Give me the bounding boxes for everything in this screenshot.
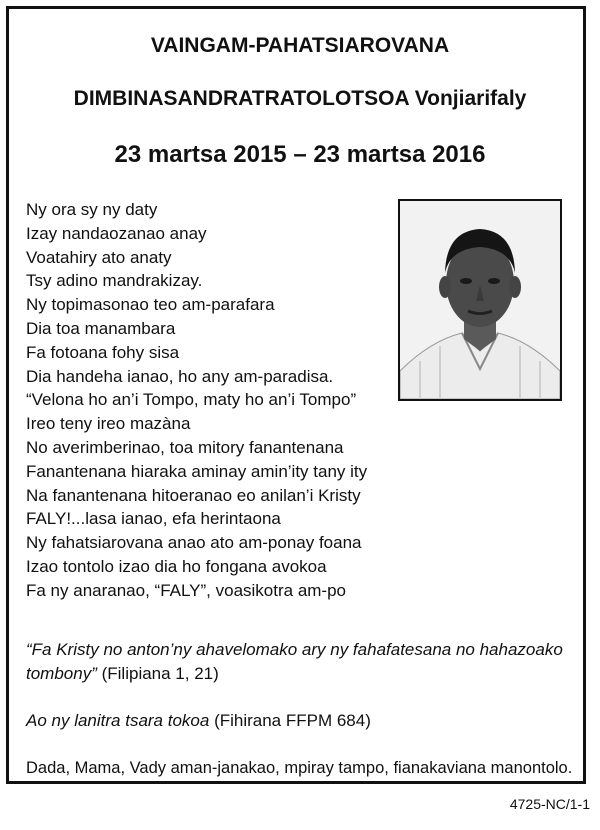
notice-title: VAINGAM-PAHATSIAROVANA [150, 34, 450, 57]
poem-line: Dia handeha ianao, ho any am-paradisa. [26, 366, 334, 386]
poem-line: Ny ora sy ny daty [26, 200, 158, 219]
poem-line: Ny topimasonao teo am-parafara [26, 295, 275, 315]
date-range: 23 martsa 2015 – 23 martsa 2016 [114, 141, 486, 168]
poem-line: Tsy adino mandrakizay. [26, 271, 203, 291]
reference-code: 4725-NC/1-1 [509, 796, 590, 812]
poem-line: Fanantenana hiaraka aminay amin’ity tany ity [26, 461, 368, 481]
hymn-verse-reference: (Fihirana FFPM 684) [214, 711, 371, 730]
poem-line: Ireo teny ireo mazàna [26, 414, 191, 434]
deceased-name: DIMBINASANDRATRATOLOTSOA Vonjiarifaly [73, 87, 527, 110]
poem [26, 198, 367, 603]
poem-line: FALY!...lasa ianao, efa herintaona [26, 509, 281, 529]
poem-line: “Velona ho an’i Tompo, maty ho an’i Tompo” [26, 390, 357, 410]
family-signature: Dada, Mama, Vady aman-janakao, mpiray tampo, fianakaviana manontolo. [26, 759, 573, 777]
poem-line: No averimberinao, toa mitory fanantenana [26, 437, 344, 457]
bible-verse-text: “Fa Kristy no anton’ny ahavelomako ary ny fahafatesana no hahazoako tombony” [26, 640, 563, 683]
hymn-verse [26, 711, 371, 731]
poem-line: Fa ny anaranao, “FALY”, voasikotra am-po [26, 580, 347, 600]
poem-line: Ny fahatsiarovana anao ato am-ponay foana [26, 533, 362, 553]
poem-line: Izay nandaozanao anay [26, 223, 207, 243]
bible-verse-reference: (Filipiana 1, 21) [101, 664, 219, 683]
poem-line: Dia toa manambara [26, 318, 176, 338]
poem-line: Voatahiry ato anaty [26, 247, 172, 267]
bible-verse [26, 638, 574, 686]
poem-line: Fa fotoana fohy sisa [26, 342, 180, 362]
hymn-verse-text: Ao ny lanitra tsara tokoa [26, 711, 210, 730]
poem-line: Izao tontolo izao dia ho fongana avokoa [26, 556, 327, 576]
poem-line: Na fanantenana hitoeranao eo anilan’i Kristy [26, 485, 361, 505]
portrait-photo [398, 199, 562, 401]
